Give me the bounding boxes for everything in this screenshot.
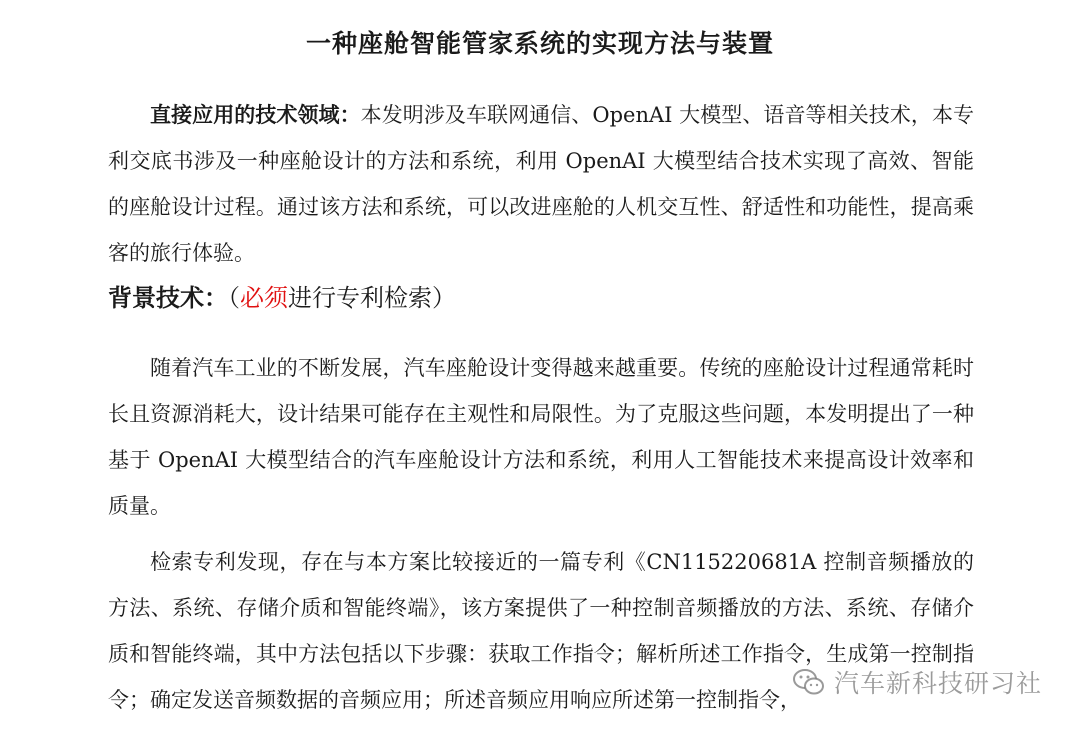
wechat-icon <box>792 667 826 697</box>
document-title: 一种座舱智能管家系统的实现方法与装置 <box>305 29 774 58</box>
background-heading <box>108 278 456 318</box>
background-heading-required: 必须 <box>240 284 288 312</box>
background-paragraph-2: 检索专利发现，存在与本方案比较接近的一篇专利《CN115220681A 控制音频播放的方法、系统、存储介质和智能终端》，该方案提供了一种控制音频播放的方法、系统、存储介质和智能终端，其中方法包括以下步骤：获取工作指令；解析所述工作指令，生成第一控制指令；确定发送音频数据的音频应用；所述音频应用响应所述第一控制指令， <box>108 550 974 712</box>
watermark <box>792 662 1042 702</box>
background-heading-open-paren: （ <box>228 284 240 312</box>
technical-field-paragraph <box>108 92 974 276</box>
background-heading-note: 进行专利检索） <box>288 284 456 312</box>
technical-field-label: 直接应用的技术领域： <box>150 102 361 127</box>
watermark-text: 汽车新科技研习社 <box>834 669 1043 698</box>
background-paragraph-1: 随着汽车工业的不断发展，汽车座舱设计变得越来越重要。传统的座舱设计过程通常耗时长且资源消耗大，设计结果可能存在主观性和局限性。为了克服这些问题，本发明提出了一种基于 OpenAI 大模型结合的汽车座舱设计方法和系统，利用人工智能技术来提高设计效率和质量。 <box>108 356 974 518</box>
technical-field-text: 本发明涉及车联网通信、OpenAI 大模型、语音等相关技术，本专利交底书涉及一种座舱设计的方法和系统，利用 OpenAI 大模型结合技术实现了高效、智能的座舱设计过程。通过该方法和系统，可以改进座舱的人机交互性、舒适性和功能性，提高乘客的旅行体验。 <box>108 103 975 265</box>
background-heading-title: 背景技术： <box>108 283 228 312</box>
